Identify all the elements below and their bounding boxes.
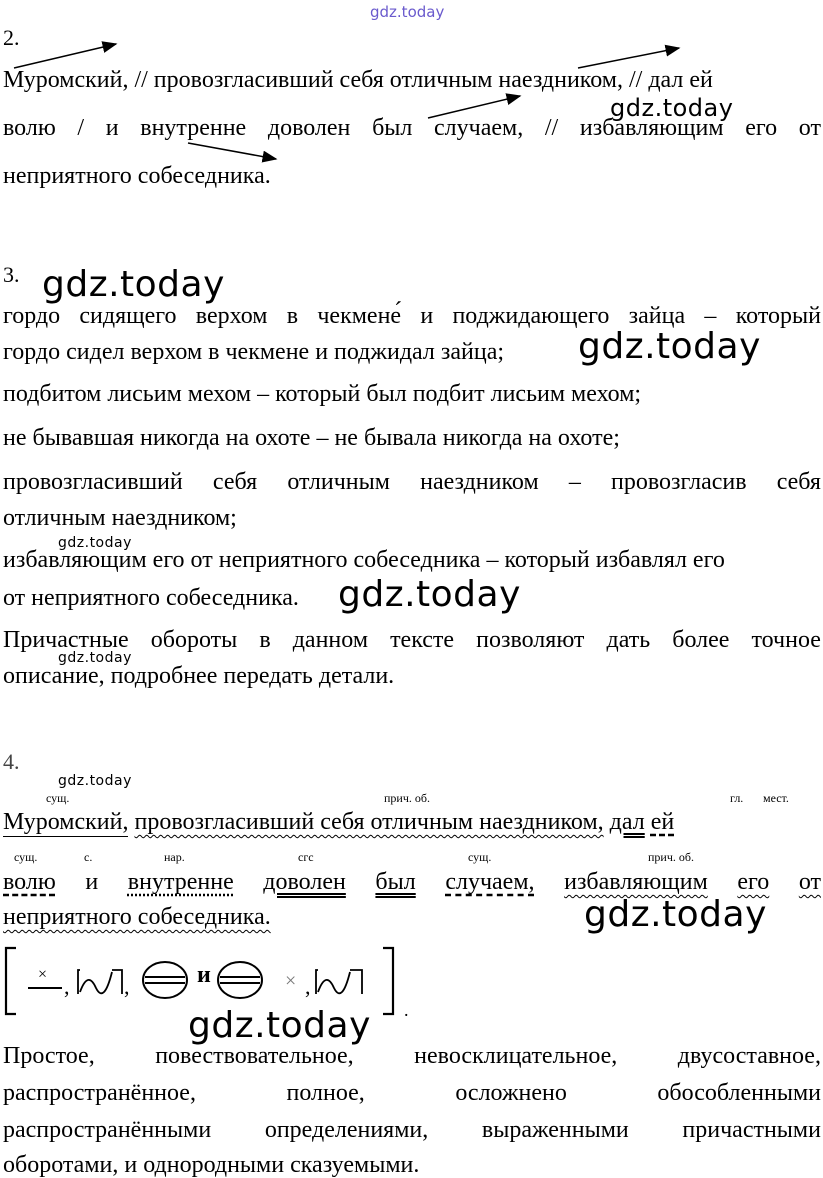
watermark: gdz.today [610,94,734,122]
predicate: был [375,869,416,895]
section-3-line-5 [3,470,821,494]
word: причастными [682,1117,821,1143]
right-bracket-icon [383,948,393,1014]
watermark: gdz.today [578,326,761,367]
watermark: gdz.today [338,574,521,615]
svg-text:.: . [404,1000,409,1020]
section-2-line-1: Муромский, // провозгласивший себя отличным наездником, // дал ей [3,67,713,93]
x-mark: × [38,966,48,983]
word: поджидающего [452,303,610,329]
word: гордо [3,303,61,329]
adverbial: внутренне [127,869,234,895]
word: повествовательное, [155,1043,354,1069]
word: Простое, [3,1043,95,1069]
predicate: дал [609,809,645,835]
word: провозгласивший [3,469,183,495]
word: позволяют [476,627,585,653]
section-2-number: 2. [3,25,20,50]
section-3-line-1 [3,304,821,328]
word: полное, [286,1080,365,1106]
pos-tag: с. [84,850,93,864]
left-bracket-icon [6,948,16,1014]
parsed-sentence-line-2 [3,870,821,894]
pos-tag: сущ. [14,850,38,864]
word: невосклицательное, [414,1043,618,1069]
word: волю [3,115,56,141]
word: осложнено [455,1080,567,1106]
description-line-3 [3,1118,821,1142]
word: двусоставное, [677,1043,821,1069]
section-3-line-3: подбитом лисьим мехом – который был подбит лисьим мехом; [3,381,642,407]
watermark: gdz.today [584,894,767,935]
word: внутренне [140,115,247,141]
pos-tag: сущ. [46,791,70,805]
predicate-circle-icon [143,962,187,998]
description-line-4: оборотами, и однородными сказуемыми. [3,1152,420,1178]
word: чекмене́ [317,303,402,329]
section-3-line-6: отличным наездником; [3,505,237,531]
watermark: gdz.today [58,535,132,551]
word: и [105,115,119,141]
participial-phrase: его [737,869,770,895]
section-2-line-3: неприятного собеседника. [3,163,271,189]
pos-tag: сущ. [468,850,492,864]
arrow-icon [14,44,116,68]
predicate-circle-icon [218,962,262,998]
word: себя [776,469,821,495]
x-mark: × [285,970,297,992]
word: определениями, [264,1117,429,1143]
watermark: gdz.today [188,1005,371,1046]
watermark: gdz.today [58,773,132,789]
word: в [259,627,271,653]
object: ей [650,809,675,835]
pos-tag: прич. об. [384,791,430,805]
word: / [77,115,85,141]
word: и [85,869,99,895]
word: Причастные [3,627,129,653]
pos-tag: сгс [298,850,314,864]
word: обособленными [657,1080,821,1106]
section-3-line-9 [3,628,821,652]
section-3-line-2: гордо сидел верхом в чекмене и поджидал зайца; [3,339,505,365]
pos-tag: нар. [164,850,185,864]
section-3-line-4: не бывавшая никогда на охоте – не бывала никогда на охоте; [3,425,620,451]
word: наездником [420,469,539,495]
parsed-sentence-line-1 [3,810,674,834]
word: в [286,303,299,329]
parsed-sentence-line-3 [3,905,271,929]
participial-phrase: неприятного собеседника. [3,904,271,930]
word: зайца [628,303,686,329]
participial-phrase: избавляющим [564,869,708,895]
word: дать [606,627,651,653]
word: его [745,115,778,141]
pos-tag: прич. об. [648,850,694,864]
word: // [544,115,559,141]
conjunction: и [197,962,211,988]
section-4-number: 4. [3,749,20,774]
word: доволен [267,115,351,141]
object: случаем, [445,869,535,895]
arrow-icon [578,48,679,68]
word: который [735,303,821,329]
word: себя [212,469,258,495]
participial-phrase: провозгласивший себя отличным наездником, [134,809,604,835]
pos-tag: мест. [763,791,789,805]
word: – [568,469,581,495]
word: от [798,115,821,141]
watermark: gdz.today [42,264,225,305]
word: более [672,627,730,653]
word: данном [292,627,368,653]
svg-text:,: , [305,974,311,999]
participle-phrase-icon [316,970,362,994]
word: тексте [390,627,455,653]
word: был [372,115,413,141]
watermark: gdz.today [58,650,132,666]
word: – [704,303,717,329]
pos-tag: гл. [730,791,744,805]
word: выраженными [481,1117,629,1143]
word: случаем, [434,115,524,141]
word: распространёнными [3,1117,212,1143]
arrow-icon [188,143,276,159]
arrow-icon [428,96,520,118]
section-3-line-7: избавляющим его от неприятного собеседника – который избавлял его [3,547,725,573]
word: и [420,303,434,329]
word: распространённое, [3,1080,196,1106]
section-3-line-8: от неприятного собеседника. [3,585,299,611]
participle-phrase-icon [78,970,122,994]
word: провозгласив [610,469,747,495]
word: обороты [150,627,238,653]
word: точное [751,627,821,653]
word: сидящего [79,303,177,329]
svg-text:,: , [124,974,130,999]
section-3-number: 3. [3,262,20,287]
description-line-2 [3,1081,821,1105]
description-line-1 [3,1044,821,1068]
subject: Муромский, [3,809,129,835]
participial-phrase: от [798,869,821,895]
svg-text:,: , [64,974,70,999]
predicate: доволен [263,869,346,895]
section-3-line-10: описание, подробнее передать детали. [3,663,395,689]
word: верхом [195,303,268,329]
word: отличным [287,469,390,495]
object: волю [3,869,56,895]
top-watermark: gdz.today [370,3,445,21]
word: избавляющим [579,115,724,141]
